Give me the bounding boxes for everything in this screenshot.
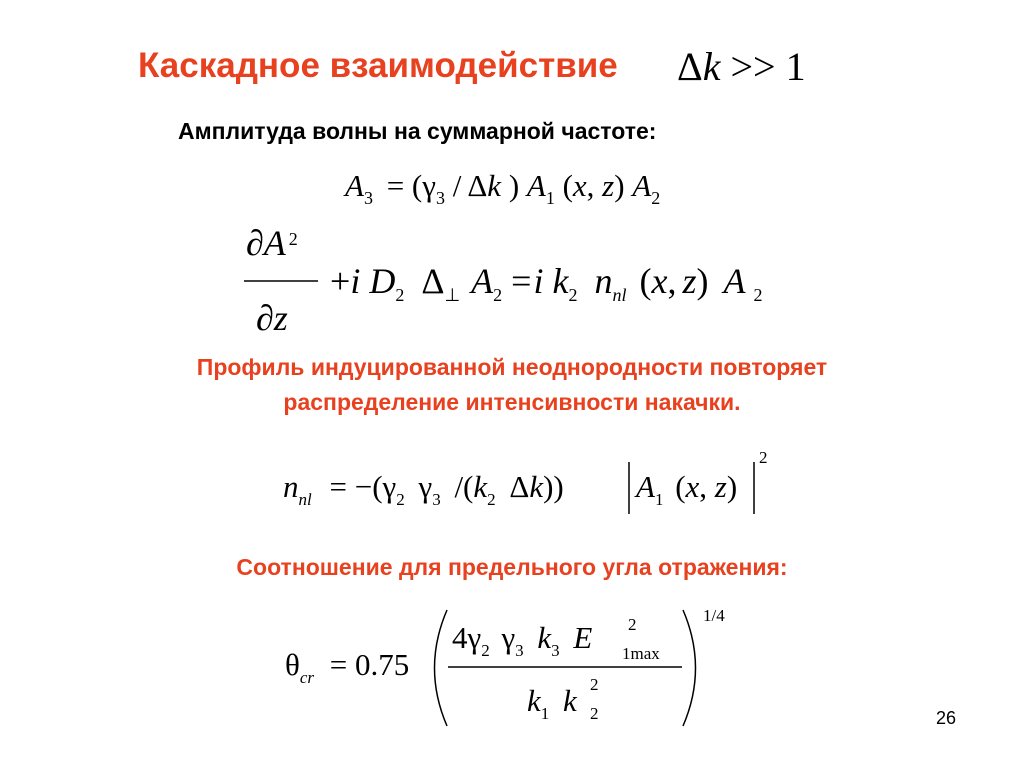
svg-text:A3 = (γ3 / Δk ) A1: $A_3$ = ($\gamma_3$ / Δk ) $A_1$ (x, z) $A_2$ (345, 168, 661, 208)
svg-text:4γ2 γ3 k3 E: $4\gamma_2$ $\gamma_3$ $k_3$ E (452, 620, 593, 660)
exponent-value: 1/4 (703, 606, 725, 625)
svg-text:k1 k: $k_1$ k (527, 683, 577, 723)
profile-text-line2: распределение интенсивности накачки. (283, 389, 741, 415)
svg-text:2: 2 (759, 448, 768, 467)
page-number: 26 (936, 708, 957, 728)
coefficient-value: 0.75 (355, 647, 410, 682)
svg-text:+i D2 Δ⊥ A2 =i k2: +i $D_2$ $\Delta_\perp$ $A_2$ =i $k_2$ $n_{nl}$ (x, z) A $_2$ (330, 261, 763, 305)
svg-text:2: 2 (628, 615, 637, 634)
svg-text:θcr = 0.75: $\theta_{cr}$ = 0.75 (285, 647, 410, 687)
svg-text:nnl = −(γ2 γ3 /(k2: $n_{nl}$ = $-(\gamma_2$ $\gamma_3$ $/(k_2$ Δk)) (283, 469, 564, 509)
svg-text:Δk >> 1: Δk >> 1 (677, 44, 806, 89)
svg-text:2: 2 (590, 675, 599, 694)
profile-text-line1: Профиль индуцированной неоднородности повторяет (196, 354, 828, 380)
amplitude-subtitle: Амплитуда волны на суммарной частоте: (178, 118, 657, 144)
svg-text:1max: 1max (622, 644, 660, 663)
svg-text:A1 (x, z): $A_1$ (x, z) (636, 469, 738, 509)
slide-title: Каскадное взаимодействие (138, 46, 618, 85)
ratio-heading: Соотношение для предельного угла отражения: (236, 554, 788, 580)
svg-text:2: 2 (590, 704, 599, 723)
svg-text:∂A2: ∂A $^2$ (246, 223, 298, 263)
svg-text:∂z: ∂z (256, 298, 288, 338)
